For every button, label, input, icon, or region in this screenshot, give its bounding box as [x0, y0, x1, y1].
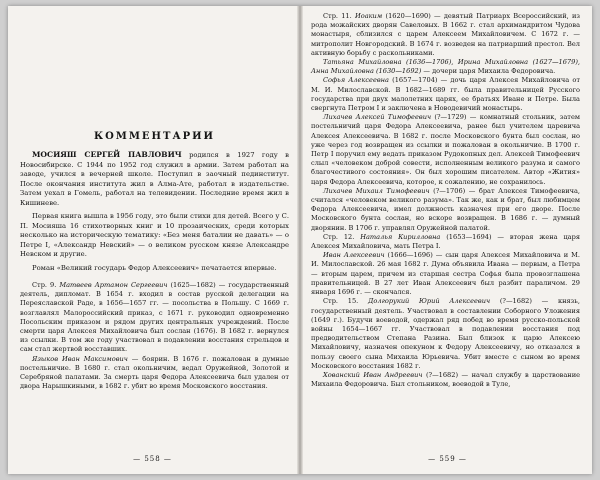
- entry-name: Софья Алексеевна: [323, 76, 389, 85]
- entry-text: (1657—1704) — дочь царя Алексея Михайловича от М. И. Милославской. В 1682—1689 гг. была правительницей Русского государства при двух малолетних царях, ее братьях Иване и Петре. Была свергнута Петром I и заключена в Новодевичий монастырь.: [311, 76, 580, 113]
- author-paragraph: [20, 150, 289, 208]
- entry-text: (?—1706) — брат Алексея Тимофеевича, считался «человеком великого разума». Так же, как и брат, был любимцем Федора Алексеевича, имел должность казначея при его дворе. После Московского бунта сослан, но вскоре возвращен. В 1686 г. — думный дворянин. В 1706 г. управлял Оружейной палатой.: [311, 186, 580, 232]
- book-spread: [8, 6, 592, 474]
- entry-matveev: [20, 281, 289, 355]
- entry-text: (?—1729) — комнатный стольник, затем постельничий царя Федора Алексеевича, ранее был учителем царевича Алексея Алексеевича. В 1682 г. после Московского бунта был сослан, но уже через год возвращен из ссылки и пожалован в окольничие. В 1700 г. Петр I поручил ему ведать приказом Рудокопных дел. Алексей Тимофеевич слыл «человеком доброй совести, исполненным великого разума и самого благочестивого состояния». Он был хорошим писателем. Автор «Жития» царя Федора Алексеевича, которое, к сожалению, не сохранилось.: [311, 113, 580, 186]
- entry-name: Матвеев Артамон Сергеевич: [59, 281, 168, 289]
- entry-text: (1625—1682) — государственный деятель, дипломат. В 1654 г. входил в состав русской делегации на Переяславской Раде, в 1656—1657 гг. — посольства в Польшу. С 1669 г. возглавлял Малороссийский приказ, с 1671 г. руководил одновременно Посольским приказом и рядом других центральных учреждений. После смерти царя Алексея Михайловича был сослан (1676). В 1682 г. вернулся из ссылки. В том же году участвовал в подавлении восстания стрельцов и сам стал жертвой восставших.: [20, 281, 289, 354]
- entry-page-ref: Стр. 9.: [32, 281, 57, 289]
- page-number-right: — 559 —: [428, 454, 467, 463]
- entry-page-ref: Стр. 11.: [323, 12, 352, 20]
- commentary-heading: КОММЕНТАРИИ: [93, 131, 216, 142]
- entry-name: Иван Алексеевич: [323, 251, 385, 260]
- entry-text: (?—1682) — начал службу в царствование Михаила Федоровича. Был стольником, воеводой в Туле,: [311, 370, 580, 389]
- novel-paragraph: Роман «Великий государь Федор Алексеевич» печатается впервые.: [32, 263, 277, 272]
- entry-ioakim: [311, 12, 580, 58]
- entry-likhachev-aleksey: [311, 113, 580, 187]
- entry-natalia: [311, 233, 580, 251]
- entry-daughters: [311, 58, 580, 76]
- entry-name: Наталья Кирилловна: [360, 232, 441, 241]
- entry-text: — дочери царя Михаила Федоровича.: [423, 67, 556, 76]
- entry-text: (1666—1696) — сын царя Алексея Михайловича и М. И. Милославской. 26 мая 1682 г. Дума объявила Ивана — первым, а Петра — вторым царем, причем из старшая сестра Софья была провозглашена правительницей. В 27 лет Иван Алексеевич был разбит параличом. 29 января 1696 г. — скончался.: [311, 251, 580, 297]
- right-page: [303, 6, 592, 474]
- entry-name: Лихачев Михаил Тимофеевич: [323, 186, 430, 195]
- entry-text: (?—1682) — князь, государственный деятель. Участвовал в составлении Соборного Уложения (1649 г.). Будучи воеводой, одержал ряд побед во время русско-польской войны 1654—1667 гг. Участвовал в подавлении восстания под предводительством Степана Разина. Был близок к царю Алексею Михайловичу, назначен опекуном к Федору Алексеевичу, но отказался в пользу своего сына Михаила Юрьевича. Убит вместе с сыном во время Московского восстания 1682 г.: [311, 297, 580, 370]
- first-book-paragraph: Первая книга вышла в 1956 году, это были стихи для детей. Всего у С. П. Мосияша 16 стихотворных книг и 10 прозаических, среди которых несколько на историческую тематику: «Без меня баталии не давать» — о Петре I, «Александр Невский» — о великом русском князе Александре Невском и другие.: [20, 212, 289, 258]
- entry-name: Иоаким: [354, 12, 383, 20]
- entry-text: — боярин. В 1676 г. пожалован в думные постельничие. В 1680 г. стал окольничим, ведал Оружейной, Золотой и Серебряной палатами. За смерть царя Федора Алексеевича был удален от двора Нарышкиными, в 1682 г. убит во время Московского восстания.: [20, 354, 289, 391]
- entry-dolgorukiy: [311, 297, 580, 371]
- entry-page-ref: Стр. 15.: [323, 297, 359, 306]
- entry-name: Хованский Иван Андреевич: [323, 370, 423, 379]
- entry-name: Татьяна Михайловна (1636—1706), Ирина Михайловна (1627—1679), Анна Михайловна (1630—1692): [311, 58, 580, 76]
- entry-likhachev-mikhail: [311, 187, 580, 233]
- page-number-left: — 558 —: [133, 454, 172, 463]
- author-bio: родился в 1927 году в Новосибирске. С 1944 по 1952 год служил в армии. Затем работал на заводе, учился в вечерней школе. Поступил в заочный пединститут. После окончания института жил в Алма-Ате, работал в издательстве. Затем уехал в Гомель, работал на телевидении. Последние время жил в Кишиневе.: [20, 151, 289, 207]
- entry-page-ref: Стр. 12.: [323, 232, 355, 241]
- entry-yazykov: [20, 355, 289, 392]
- left-page: [8, 6, 297, 474]
- entry-name: Языков Иван Максимович: [32, 354, 128, 363]
- entry-khovanskiy: [311, 371, 580, 389]
- entry-name: Лихачев Алексей Тимофеевич: [323, 113, 432, 122]
- entry-name: Долгорукий Юрий Алексеевич: [368, 297, 491, 306]
- entry-ivan: [311, 251, 580, 297]
- entry-text: (1653—1694) — вторая жена царя Алексея Михайловича, мать Петра I.: [311, 232, 580, 251]
- entry-sofia: [311, 76, 580, 113]
- entry-text: (1620—1690) — девятый Патриарх Всероссийский, из рода можайских дворян Савеловых. В 1662 г. стал архимандритом Чудова монастыря, сблизился с царем Алексеем Михайловичем. С 1672 г. — митрополит Новгородский. В 1674 г. возведен на патриарший престол. Вел активную борьбу с раскольниками.: [311, 12, 580, 57]
- author-name: МОСИЯШ СЕРГЕЙ ПАВЛОВИЧ: [32, 150, 182, 159]
